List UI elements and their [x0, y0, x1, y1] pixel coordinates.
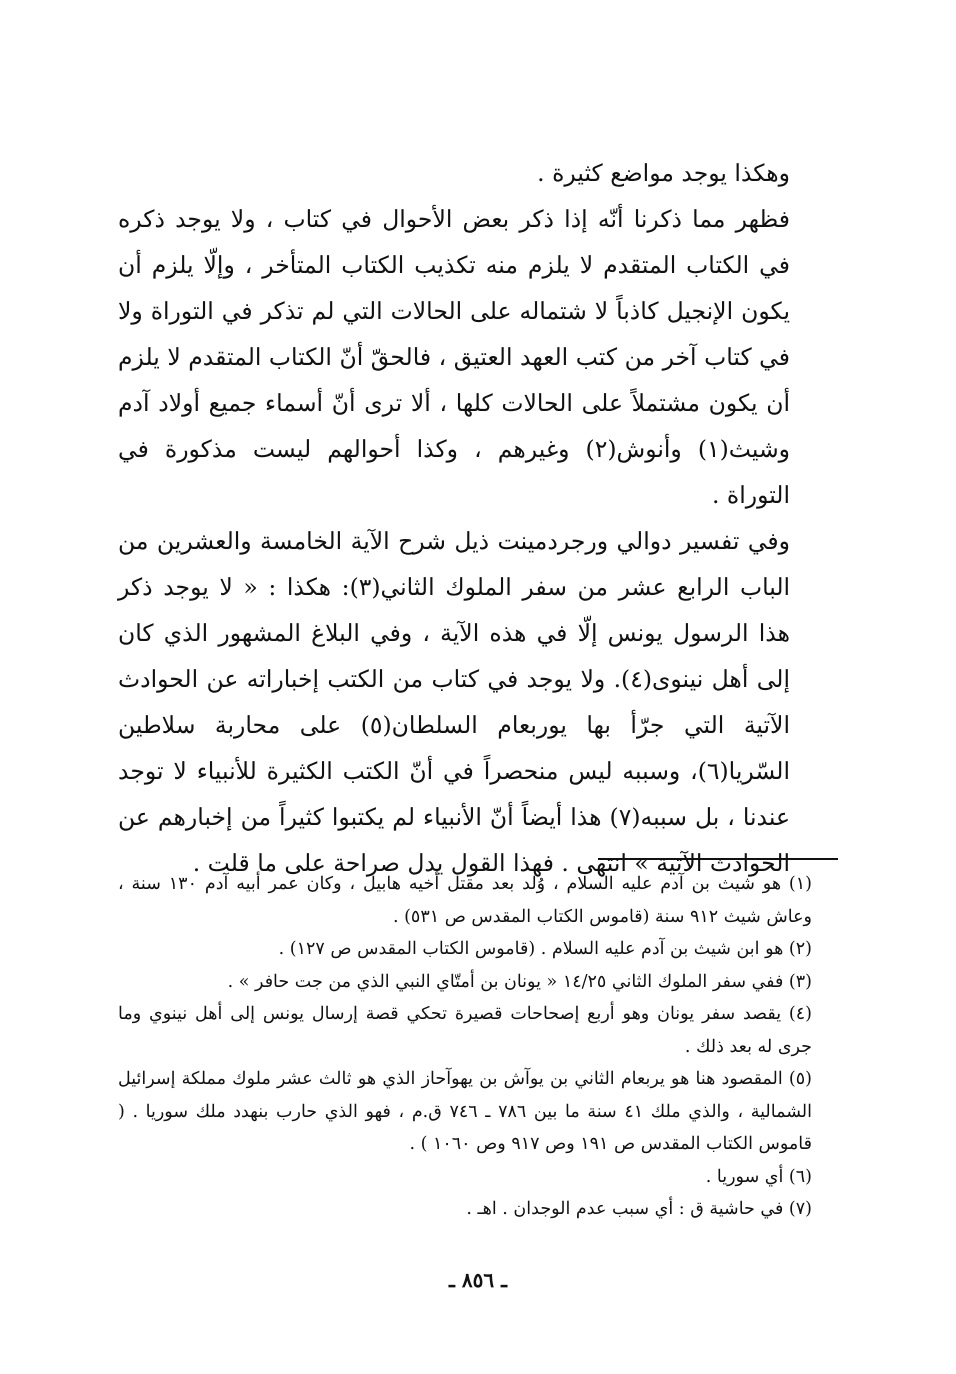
page-number: ـ ٨٥٦ ـ: [449, 1268, 507, 1292]
footnote: (٤) يقصد سفر يونان وهو أربع إصحاحات قصيرة تحكي قصة إرسال يونس إلى أهل نينوي وما جرى له بعد ذلك .: [118, 1004, 812, 1057]
footnote-divider: [598, 858, 838, 860]
main-text: [118, 150, 838, 886]
footnote: (٧) في حاشية ق : أي سبب عدم الوجدان . اهـ .: [466, 1199, 812, 1219]
footnote: (٢) هو ابن شيث بن آدم عليه السلام . (قاموس الكتاب المقدس ص ١٢٧) .: [278, 939, 812, 959]
paragraph: وهكذا يوجد مواضع كثيرة .: [537, 159, 790, 187]
footnote: (٦) أي سوريا .: [705, 1166, 812, 1187]
footnote: (٥) المقصود هنا هو يربعام الثاني بن يوآش بن يهوآحاز الذي هو ثالث عشر ملوك مملكة إسرائيل الشمالية ، والذي ملك ٤١ سنة ما بين ٧٨٦ ـ ٧٤٦ ق.م ، فهو الذي حارب بنهدد ملك سوريا . ( قاموس الكتاب المقدس ص ١٩١ وص ٩١٧ وص ١٠٦٠ ) .: [118, 1069, 812, 1154]
paragraph: فظهر مما ذكرنا أنّه إذا ذكر بعض الأحوال في كتاب ، ولا يوجد ذكره في الكتاب المتقدم لا يلزم منه تكذيب الكتاب المتأخر ، وإلّا يلزم أن يكون الإنجيل كاذباً لا شتماله على الحالات التي لم تذكر في التوراة ولا في كتاب آخر من كتب العهد العتيق ، فالحقّ أنّ الكتاب المتقدم لا يلزم أن يكون مشتملاً على الحالات كلها ، ألا ترى أنّ أسماء جميع أولاد آدم وشيث(١) وأنوش(٢) وغيرهم ، وكذا أحوالهم ليست مذكورة في التوراة .: [118, 205, 790, 509]
footnotes: [118, 868, 838, 1226]
paragraph: وفي تفسير دوالي ورجردمينت ذيل شرح الآية الخامسة والعشرين من الباب الرابع عشر من سفر الملوك الثاني(٣): هكذا : « لا يوجد ذكر هذا الرسول يونس إلّا في هذه الآية ، وفي البلاغ المشهور الذي كان إلى أهل نينوى(٤). ولا يوجد في كتاب من الكتب إخباراته عن الحوادث الآتية التي جرّأ بها يوربعام السلطان(٥) على محاربة سلاطين السّريا(٦)، وسببه ليس منحصراً في أنّ الكتب الكثيرة للأنبياء لا توجد عندنا ، بل سببه(٧) هذا أيضاً أنّ الأنبياء لم يكتبوا كثيراً من إخبارهم عن الحوادث الآتية » انتهى . فهذا القول يدل صراحة على ما قلت .: [118, 527, 791, 877]
footnote: (١) هو شيث بن آدم عليه السلام ، وُلد بعد مقتل أخيه هابيل ، وكان عمر أبيه آدم ١٣٠ سنة ، وعاش شيث ٩١٢ سنة (قاموس الكتاب المقدس ص ٥٣١) .: [118, 874, 812, 927]
footnote: (٣) ففي سفر الملوك الثاني ١٤/٢٥ « يونان بن أمتّاي النبي الذي من جت حافر » .: [227, 971, 812, 992]
